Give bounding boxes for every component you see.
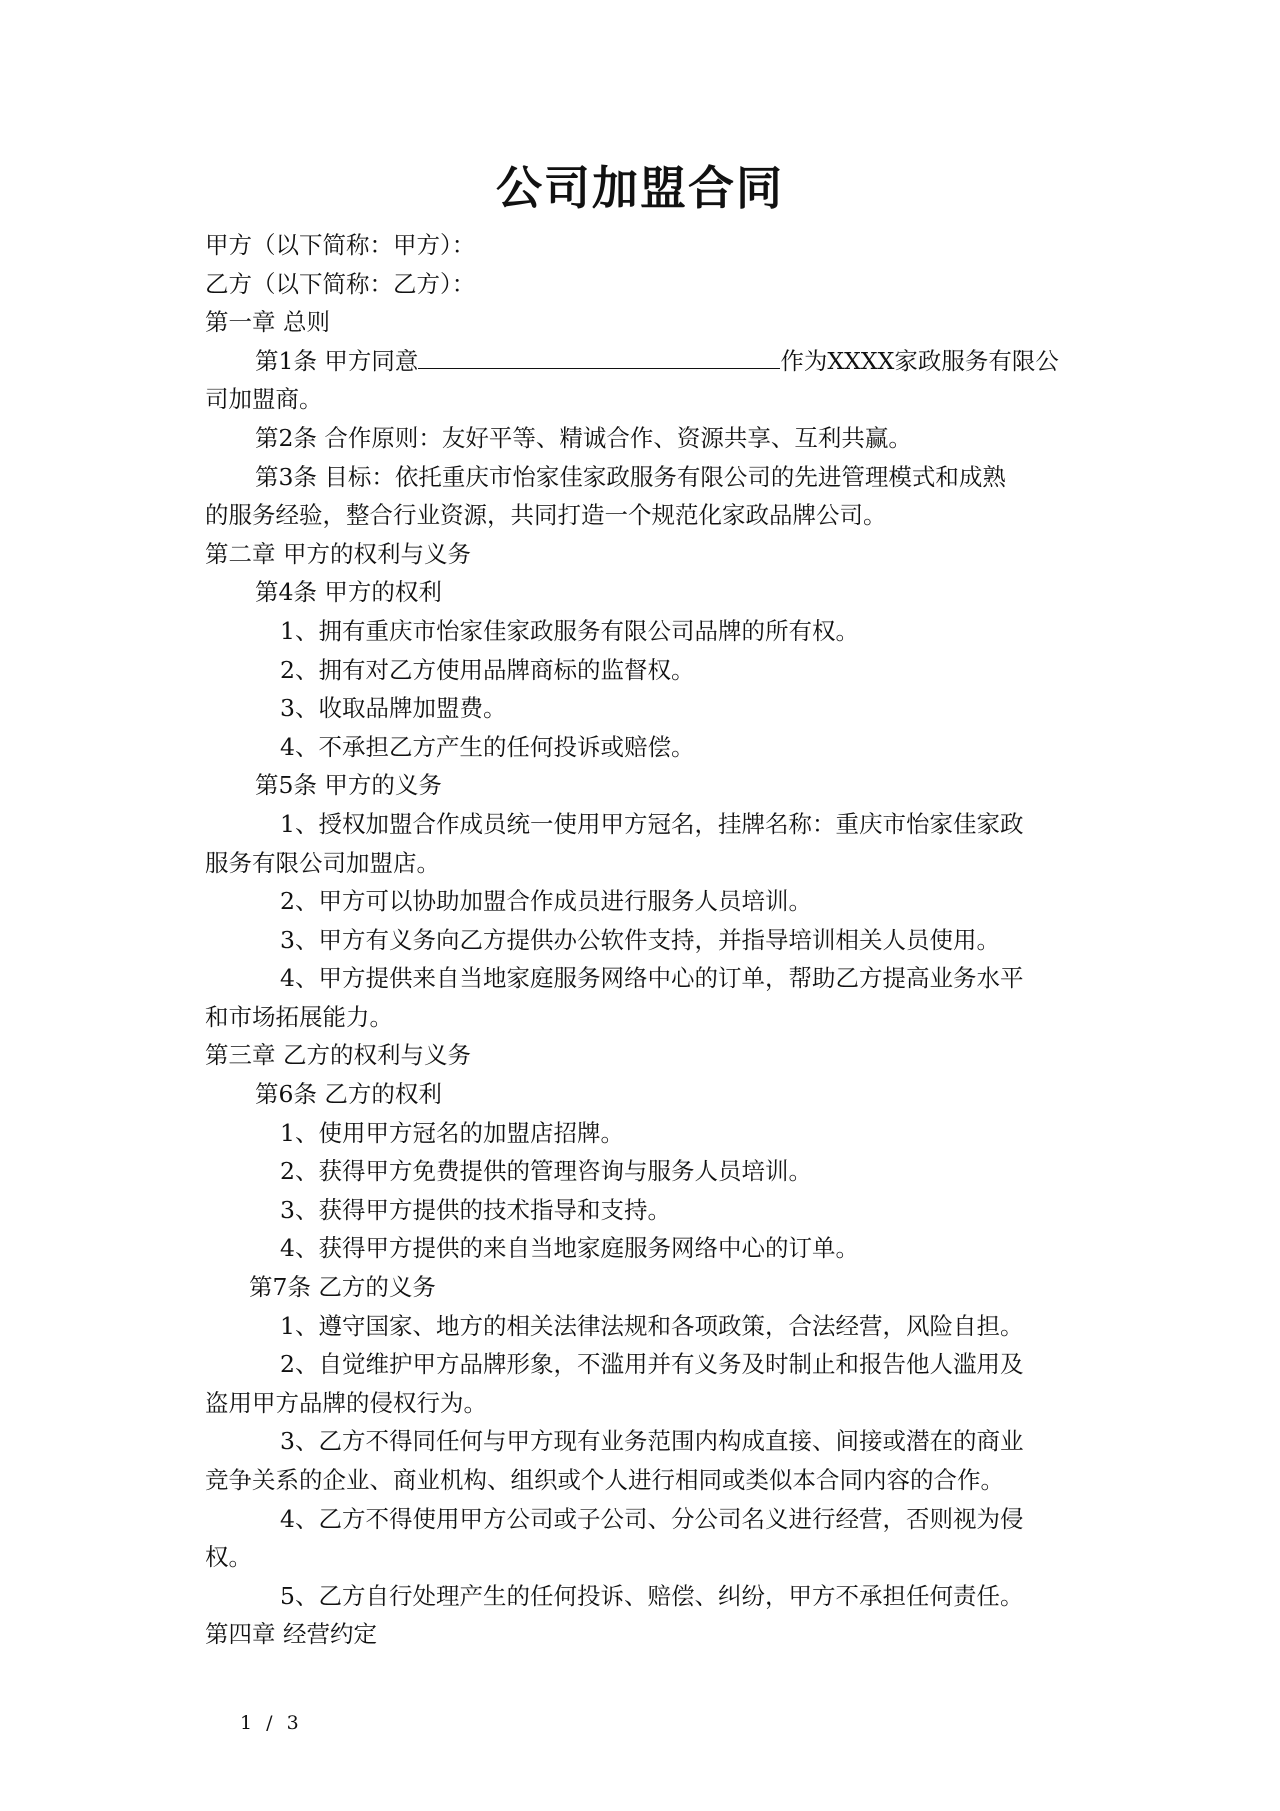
article-5-heading: 第5条 甲方的义务 (255, 771, 442, 800)
list-item: 2、自觉维护甲方品牌形象，不滥用并有义务及时制止和报告他人滥用及 (280, 1350, 1024, 1379)
list-item: 1、授权加盟合作成员统一使用甲方冠名，挂牌名称：重庆市怡家佳家政 (280, 809, 1024, 838)
list-item-continuation: 盗用甲方品牌的侵权行为。 (205, 1388, 487, 1417)
document-body (205, 226, 1090, 1654)
article-3-line-2: 的服务经验，整合行业资源，共同打造一个规范化家政品牌公司。 (205, 501, 887, 530)
party-b-line: 乙方（以下简称：乙方）： (205, 269, 476, 298)
list-item-continuation: 和市场拓展能力。 (205, 1002, 393, 1031)
article-1-suffix: 作为XXXX家政服务有限公 (780, 346, 1059, 375)
party-a-line: 甲方（以下简称：甲方）： (205, 231, 476, 259)
document-title: 公司加盟合同 (496, 161, 784, 215)
article-7-heading: 第7条 乙方的义务 (249, 1273, 436, 1302)
article-1 (205, 342, 1090, 381)
list-item-continuation: 服务有限公司加盟店。 (205, 848, 440, 877)
list-item: 2、拥有对乙方使用品牌商标的监督权。 (280, 655, 695, 684)
article-3-line-1: 第3条 目标：依托重庆市怡家佳家政服务有限公司的先进管理模式和成熟 (255, 462, 1006, 491)
chapter-2-heading: 第二章 甲方的权利与义务 (205, 539, 471, 568)
article-2: 第2条 合作原则：友好平等、精诚合作、资源共享、互利共赢。 (255, 423, 912, 452)
article-4-heading: 第4条 甲方的权利 (255, 578, 442, 607)
page-number: 1 / 3 (240, 1712, 303, 1734)
list-item: 3、甲方有义务向乙方提供办公软件支持，并指导培训相关人员使用。 (280, 925, 1000, 954)
article-1-continuation: 司加盟商。 (205, 385, 323, 414)
list-item: 1、遵守国家、地方的相关法律法规和各项政策，合法经营，风险自担。 (280, 1311, 1024, 1340)
list-item: 4、乙方不得使用甲方公司或子公司、分公司名义进行经营，否则视为侵 (280, 1504, 1024, 1533)
chapter-4-heading: 第四章 经营约定 (205, 1620, 377, 1649)
list-item: 4、获得甲方提供的来自当地家庭服务网络中心的订单。 (280, 1234, 859, 1263)
list-item: 4、甲方提供来自当地家庭服务网络中心的订单，帮助乙方提高业务水平 (280, 964, 1024, 993)
list-item: 2、获得甲方免费提供的管理咨询与服务人员培训。 (280, 1157, 812, 1186)
list-item: 5、乙方自行处理产生的任何投诉、赔偿、纠纷，甲方不承担任何责任。 (280, 1581, 1024, 1610)
list-item: 3、收取品牌加盟费。 (280, 694, 507, 723)
article-6-heading: 第6条 乙方的权利 (255, 1080, 442, 1109)
list-item: 4、不承担乙方产生的任何投诉或赔偿。 (280, 732, 695, 761)
list-item: 2、甲方可以协助加盟合作成员进行服务人员培训。 (280, 887, 812, 916)
list-item-continuation: 权。 (205, 1543, 252, 1572)
list-item-continuation: 竞争关系的企业、商业机构、组织或个人进行相同或类似本合同内容的合作。 (205, 1466, 1004, 1494)
list-item: 1、使用甲方冠名的加盟店招牌。 (280, 1118, 624, 1147)
list-item: 1、拥有重庆市怡家佳家政服务有限公司品牌的所有权。 (280, 616, 859, 645)
fill-in-blank[interactable] (418, 342, 780, 369)
article-1-prefix: 第1条 甲方同意 (255, 346, 419, 375)
chapter-1-heading: 第一章 总则 (205, 308, 330, 337)
chapter-3-heading: 第三章 乙方的权利与义务 (205, 1041, 471, 1070)
list-item: 3、获得甲方提供的技术指导和支持。 (280, 1195, 671, 1224)
list-item: 3、乙方不得同任何与甲方现有业务范围内构成直接、间接或潜在的商业 (280, 1427, 1024, 1456)
